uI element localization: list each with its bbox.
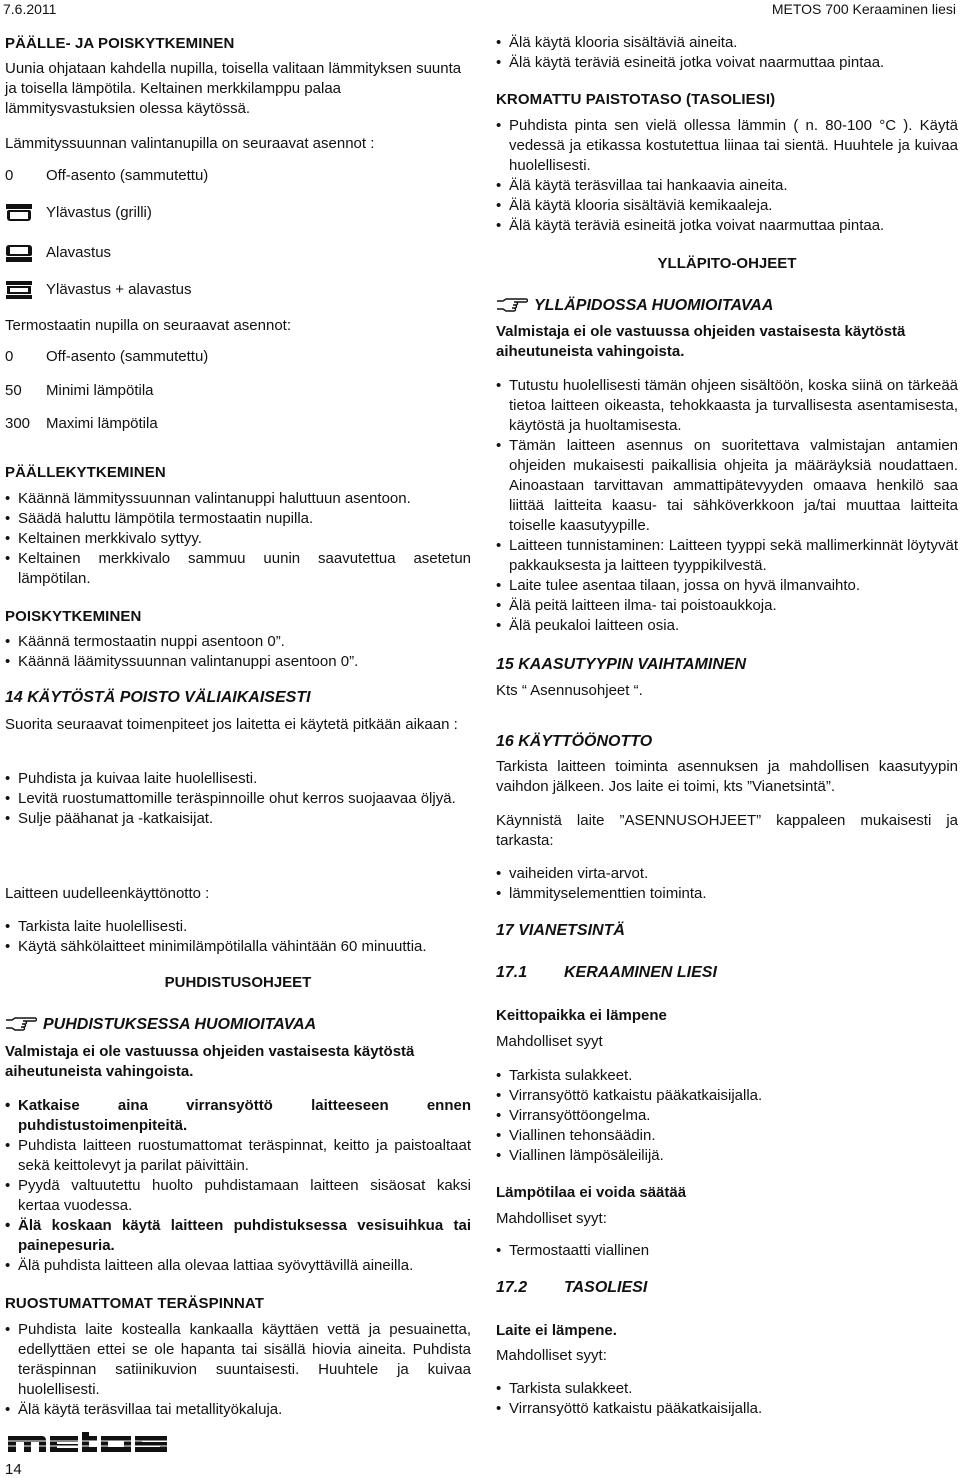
list-item: • Puhdista ja kuivaa laite huolellisesti. bbox=[5, 769, 471, 789]
list-item: • Katkaise aina virransyöttö laitteeseen ennen puhdistustoimenpiteitä. bbox=[5, 1096, 471, 1136]
list-item: • Pyydä valtuutettu huolto puhdistamaan laitteen sisäosat kaksi kertaa vuodessa. bbox=[5, 1176, 471, 1216]
restart-list bbox=[5, 917, 471, 957]
list-item: • Älä peukaloi laitteen osia. bbox=[496, 616, 958, 636]
maintenance-disclaimer: Valmistaja ei ole vastuussa ohjeiden vastaisesta käytöstä aiheutuneista vahingoista. bbox=[496, 323, 906, 360]
problem-subtitle: Mahdolliset syyt bbox=[496, 1033, 603, 1050]
problem-subtitle: Mahdolliset syyt: bbox=[496, 1210, 607, 1227]
section-title-switch-off: POISKYTKEMINEN bbox=[5, 608, 142, 625]
list-item: • Termostaatti viallinen bbox=[496, 1241, 958, 1261]
thermostat-row bbox=[5, 381, 154, 401]
list-item: • Älä käytä klooria sisältäviä aineita. bbox=[496, 33, 958, 53]
top-bottom-heating-icon bbox=[5, 280, 33, 300]
list-item: • Käännä lämmityssuunnan valintanuppi haluttuun asentoon. bbox=[5, 489, 471, 509]
mode-both-label: Ylävastus + alavastus bbox=[46, 281, 192, 298]
mode-bottom-label: Alavastus bbox=[46, 244, 112, 261]
section-title-switch-on: PÄÄLLEKYTKEMINEN bbox=[5, 464, 166, 481]
thermostat-number: 300 bbox=[5, 415, 31, 432]
problem-title: Lämpötilaa ei voida säätää bbox=[496, 1184, 687, 1201]
list-item: • vaiheiden virta-arvot. bbox=[496, 864, 958, 884]
section-16-text-2: Käynnistä laite ”ASENNUSOHJEET” kappaleen mukaisesti ja tarkasta: bbox=[496, 812, 958, 849]
list-item: • Levitä ruostumattomille teräspinnoille ohut kerros suojaavaa öljyä. bbox=[5, 789, 471, 809]
list-item: • Keltainen merkkivalo syttyy. bbox=[5, 529, 471, 549]
list-item: • Sulje päähanat ja -katkaisijat. bbox=[5, 809, 471, 829]
switch-on-list bbox=[5, 489, 471, 589]
list-item: • Puhdista pinta sen vielä ollessa lämmin ( n. 80-100 °C ). Käytä vedessä ja etikassa kostutettua liinaa tai sientä. Huuhtele ja kuivaa huolellisesti. bbox=[496, 116, 958, 176]
direction-off-number: 0 bbox=[5, 167, 14, 184]
list-item: • Käännä läämityssuunnan valintanuppi asentoon 0”. bbox=[5, 652, 471, 672]
cleaning-disclaimer: Valmistaja ei ole vastuussa ohjeiden vastaisesta käytöstä aiheutuneista vahingoista. bbox=[5, 1043, 415, 1080]
thermostat-intro: Termostaatin nupilla on seuraavat asennot: bbox=[5, 317, 292, 334]
section-title-17: 17 VIANETSINTÄ bbox=[496, 922, 625, 939]
section-title-14: 14 KÄYTÖSTÄ POISTO VÄLIAIKAISESTI bbox=[5, 689, 311, 706]
section-number: 17.2 bbox=[496, 1279, 528, 1296]
list-item: • Virransyöttöongelma. bbox=[496, 1106, 958, 1126]
list-item: • Viallinen tehonsäädin. bbox=[496, 1126, 958, 1146]
thermostat-label: Minimi lämpötila bbox=[46, 382, 154, 399]
section-16-text-1: Tarkista laitteen toiminta asennuksen ja mahdollisen kaasutyypin vaihdon jälkeen. Jos laite ei toimi, kts ”Vianetsintä”. bbox=[496, 758, 958, 795]
section-14-list bbox=[5, 769, 471, 829]
section-15-text: Kts “ Asennusohjeet “. bbox=[496, 682, 643, 699]
thermostat-row bbox=[5, 414, 158, 434]
list-item: • Virransyöttö katkaistu pääkatkaisijalla. bbox=[496, 1399, 958, 1419]
list-item: • Älä käytä klooria sisältäviä kemikaaleja. bbox=[496, 196, 958, 216]
problem-subtitle: Mahdolliset syyt: bbox=[496, 1347, 607, 1364]
pointing-hand-icon bbox=[496, 297, 528, 313]
header-title: METOS 700 Keraaminen liesi bbox=[771, 1, 956, 17]
maintenance-list bbox=[496, 376, 958, 636]
chrome-list bbox=[496, 116, 958, 236]
cleaning-note-title: PUHDISTUKSESSA HUOMIOITAVAA bbox=[43, 1016, 317, 1033]
top-heating-icon bbox=[5, 203, 33, 223]
page-number: 14 bbox=[5, 1461, 22, 1478]
maintenance-note-title: YLLÄPIDOSSA HUOMIOITAVAA bbox=[534, 297, 774, 314]
bottom-heating-icon bbox=[5, 243, 33, 263]
list-item: • Laite tulee asentaa tilaan, jossa on hyvä ilmanvaihto. bbox=[496, 576, 958, 596]
section-title-onoff: PÄÄLLE- JA POISKYTKEMINEN bbox=[5, 35, 235, 52]
switch-off-list bbox=[5, 632, 471, 672]
top-list bbox=[496, 33, 958, 73]
list-item: • Käytä sähkölaitteet minimilämpötilalla vähintään 60 minuuttia. bbox=[5, 937, 471, 957]
thermostat-row bbox=[5, 347, 209, 367]
section-title-cleaning: PUHDISTUSOHJEET bbox=[164, 974, 312, 991]
section-title-maintenance: YLLÄPITO-OHJEET bbox=[657, 255, 797, 272]
list-item: • Tarkista sulakkeet. bbox=[496, 1379, 958, 1399]
list-item: • Puhdista laite kostealla kankaalla käyttäen vettä ja pesuainetta, edellyttäen ettei se ole hapanta tai sisällä hiovia aineita. Puhdista teräspinnan satiinikuvion suuntaisesti. Huuhtele ja kuivaa huolellisesti. bbox=[5, 1320, 471, 1400]
list-item: • Älä käytä teräviä esineitä jotka voivat naarmuttaa pintaa. bbox=[496, 216, 958, 236]
list-item: • Tutustu huolellisesti tämän ohjeen sisältöön, koska siinä on tärkeää tietoa laitteen oikeasta, tehokkaasta ja turvallisesta asentamisesta, käytöstä ja huoltamisesta. bbox=[496, 376, 958, 436]
list-item: • Puhdista laitteen ruostumattomat teräspinnat, keitto ja paistoaltaat sekä keittolevyt ja parilat päivittäin. bbox=[5, 1136, 471, 1176]
problem-title: Laite ei lämpene. bbox=[496, 1322, 617, 1339]
list-item: • Säädä haluttu lämpötila termostaatin nupilla. bbox=[5, 509, 471, 529]
section-title-steel: RUOSTUMATTOMAT TERÄSPINNAT bbox=[5, 1295, 264, 1312]
section-title-chrome: KROMATTU PAISTOTASO (TASOLIESI) bbox=[496, 91, 776, 108]
steel-list bbox=[5, 1320, 471, 1420]
list-item: • lämmityselementtien toiminta. bbox=[496, 884, 958, 904]
problem-3-list bbox=[496, 1379, 958, 1419]
thermostat-label: Maximi lämpötila bbox=[46, 415, 158, 432]
direction-off-label: Off-asento (sammutettu) bbox=[46, 167, 209, 184]
list-item: • Keltainen merkkivalo sammuu uunin saavutettua asetetun lämpötilan. bbox=[5, 549, 471, 589]
section-16-list bbox=[496, 864, 958, 904]
cleaning-note-heading bbox=[5, 1015, 471, 1035]
list-item: • Älä puhdista laitteen alla olevaa lattiaa syövyttävillä aineilla. bbox=[5, 1256, 471, 1276]
cleaning-list bbox=[5, 1096, 471, 1276]
list-item: • Tarkista laite huolellisesti. bbox=[5, 917, 471, 937]
thermostat-label: Off-asento (sammutettu) bbox=[46, 348, 209, 365]
thermostat-number: 0 bbox=[5, 348, 14, 365]
section-label: KERAAMINEN LIESI bbox=[564, 964, 717, 981]
list-item: • Älä koskaan käytä laitteen puhdistuksessa vesisuihkua tai painepesuria. bbox=[5, 1216, 471, 1256]
header-date: 7.6.2011 bbox=[3, 1, 57, 17]
direction-off-row bbox=[5, 166, 209, 186]
section-title-15: 15 KAASUTYYPIN VAIHTAMINEN bbox=[496, 656, 747, 673]
problem-2-list bbox=[496, 1241, 958, 1261]
metos-logo bbox=[8, 1432, 198, 1454]
section-label: TASOLIESI bbox=[564, 1279, 648, 1296]
list-item: • Tarkista sulakkeet. bbox=[496, 1066, 958, 1086]
section-title-17-2 bbox=[496, 1278, 958, 1298]
list-item: • Tämän laitteen asennus on suoritettava valmistajan antamien ohjeiden mukaisesti paikallisia ohjeita ja määräyksiä noudattaen. Ainoastaan tarvittavan ammattipätevyyden omaava henkilö saa liittää laitteita kaasu- tai sähköverkkoon ja/tai muuttaa laitteita toiselle kaasutyypille. bbox=[496, 436, 958, 536]
intro-paragraph: Uunia ohjataan kahdella nupilla, toisella valitaan lämmityksen suunta ja toisella lämpötila. Keltainen merkkilamppu palaa lämmitysvastuksien olessa käytössä. bbox=[5, 60, 462, 117]
section-title-16: 16 KÄYTTÖÖNOTTO bbox=[496, 733, 653, 750]
problem-title: Keittopaikka ei lämpene bbox=[496, 1007, 667, 1024]
mode-top-label: Ylävastus (grilli) bbox=[46, 204, 152, 221]
restart-intro: Laitteen uudelleenkäyttönotto : bbox=[5, 885, 210, 902]
section-14-intro: Suorita seuraavat toimenpiteet jos laitetta ei käytetä pitkään aikaan : bbox=[5, 716, 458, 733]
list-item: • Viallinen lämpösäleilijä. bbox=[496, 1146, 958, 1166]
list-item: • Käännä termostaatin nuppi asentoon 0”. bbox=[5, 632, 471, 652]
pointing-hand-icon bbox=[5, 1016, 37, 1032]
section-title-17-1 bbox=[496, 963, 958, 983]
list-item: • Älä käytä teräsvillaa tai hankaavia aineita. bbox=[496, 176, 958, 196]
thermostat-number: 50 bbox=[5, 382, 22, 399]
maintenance-note-heading bbox=[496, 296, 958, 316]
list-item: • Älä käytä teräsvillaa tai metallityökaluja. bbox=[5, 1400, 471, 1420]
list-item: • Älä peitä laitteen ilma- tai poistoaukkoja. bbox=[496, 596, 958, 616]
direction-intro: Lämmityssuunnan valintanupilla on seuraavat asennot : bbox=[5, 135, 375, 152]
list-item: • Laitteen tunnistaminen: Laitteen tyyppi sekä mallimerkinnät löytyvät pakkauksesta ja laitteen tyyppikilvestä. bbox=[496, 536, 958, 576]
list-item: • Virransyöttö katkaistu pääkatkaisijalla. bbox=[496, 1086, 958, 1106]
problem-1-list bbox=[496, 1066, 958, 1166]
section-number: 17.1 bbox=[496, 964, 528, 981]
list-item: • Älä käytä teräviä esineitä jotka voivat naarmuttaa pintaa. bbox=[496, 53, 958, 73]
